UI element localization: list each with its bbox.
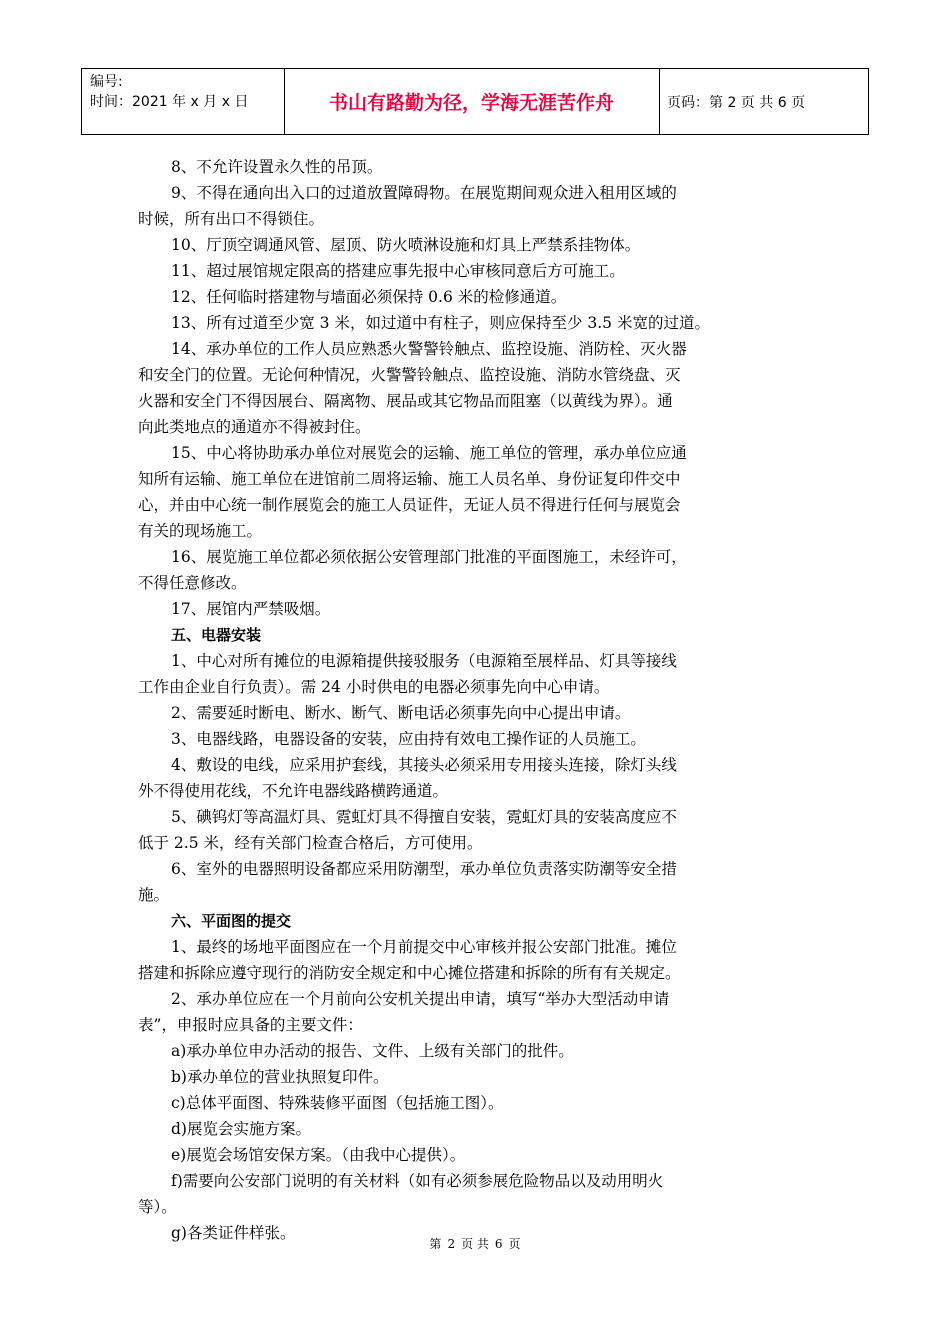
body-line: 14、承办单位的工作人员应熟悉火警警铃触点、监控设施、消防栓、灭火器 [171, 340, 687, 358]
section-heading: 五、电器安装 [171, 626, 262, 644]
body-line: 2、承办单位应在一个月前向公安机关提出申请，填写“举办大型活动申请 [171, 990, 670, 1008]
body-line: 17、展馆内严禁吸烟。 [171, 600, 331, 618]
body-line: 低于 2.5 米，经有关部门检查合格后，方可使用。 [138, 834, 483, 852]
document-date: 时间：2021 年 x 月 x 日 [90, 94, 249, 110]
header-motto: 书山有路勤为径，学海无涯苦作舟 [284, 69, 660, 134]
body-line: 10、厅顶空调通风管、屋顶、防火喷淋设施和灯具上严禁系挂物体。 [171, 236, 641, 254]
body-line: 知所有运输、施工单位在进馆前二周将运输、施工人员名单、身份证复印件交中 [138, 470, 681, 488]
body-line: 外不得使用花线，不允许电器线路横跨通道。 [138, 782, 449, 800]
footer-suffix: 页 [508, 1237, 521, 1251]
body-line: c)总体平面图、特殊装修平面图（包括施工图）。 [171, 1094, 504, 1112]
body-line: 不得任意修改。 [138, 574, 247, 592]
header-page-info: 页码：第 2 页 共 6 页 [667, 94, 806, 111]
body-line: 3、电器线路，电器设备的安装，应由持有效电工操作证的人员施工。 [171, 730, 646, 748]
body-line: 搭建和拆除应遵守现行的消防安全规定和中心摊位搭建和拆除的所有有关规定。 [138, 964, 681, 982]
body-line: 12、任何临时搭建物与墙面必须保持 0.6 米的检修通道。 [171, 288, 567, 306]
body-line: 16、展览施工单位都必须依据公安管理部门批准的平面图施工，未经许可， [171, 548, 687, 566]
body-line: 施。 [138, 886, 170, 904]
document-number-label: 编号: [90, 74, 123, 90]
body-line: 11、超过展馆规定限高的搭建应事先报中心审核同意后方可施工。 [171, 262, 625, 280]
body-line: e)展览会场馆安保方案。（由我中心提供）。 [171, 1146, 466, 1164]
body-line: 工作由企业自行负责）。需 24 小时供电的电器必须事先向中心申请。 [138, 678, 610, 696]
body-line: f)需要向公安部门说明的有关材料（如有必须参展危险物品以及动用明火 [171, 1172, 664, 1190]
body-line: 时候，所有出口不得锁住。 [138, 210, 325, 228]
body-line: g)各类证件样张。 [171, 1224, 296, 1242]
section-heading: 六、平面图的提交 [171, 912, 292, 930]
body-line: 等）。 [138, 1198, 177, 1216]
page-footer [0, 1235, 950, 1252]
page-header [81, 68, 869, 135]
body-line: 13、所有过道至少宽 3 米，如过道中有柱子，则应保持至少 3.5 米宽的过道。 [171, 314, 710, 332]
body-line: 和安全门的位置。无论何种情况，火警警铃触点、监控设施、消防水管绕盘、灭 [138, 366, 681, 384]
body-line: 1、最终的场地平面图应在一个月前提交中心审核并报公安部门批准。摊位 [171, 938, 677, 956]
document-body [138, 154, 818, 1246]
footer-page-number: 2 [447, 1237, 456, 1251]
body-line: 向此类地点的通道亦不得被封住。 [138, 418, 371, 436]
body-line: 表”，申报时应具备的主要文件： [138, 1016, 363, 1034]
body-line: 1、中心对所有摊位的电源箱提供接驳服务（电源箱至展样品、灯具等接线 [171, 652, 677, 670]
body-line: 5、碘钨灯等高温灯具、霓虹灯具不得擅自安装，霓虹灯具的安装高度应不 [171, 808, 677, 826]
body-line: 9、不得在通向出入口的过道放置障碍物。在展览期间观众进入租用区域的 [171, 184, 677, 202]
body-line: 4、敷设的电线，应采用护套线，其接头必须采用专用接头连接，除灯头线 [171, 756, 677, 774]
body-line: 6、室外的电器照明设备都应采用防潮型，承办单位负责落实防潮等安全措 [171, 860, 677, 878]
body-line: 有关的现场施工。 [138, 522, 263, 540]
body-line: 8、不允许设置永久性的吊顶。 [171, 158, 383, 176]
body-line: 心，并由中心统一制作展览会的施工人员证件，无证人员不得进行任何与展览会 [138, 496, 681, 514]
body-line: 15、中心将协助承办单位对展览会的运输、施工单位的管理，承办单位应通 [171, 444, 687, 462]
body-line: b)承办单位的营业执照复印件。 [171, 1068, 389, 1086]
body-line: a)承办单位申办活动的报告、文件、上级有关部门的批件。 [171, 1042, 574, 1060]
footer-total-pages: 6 [494, 1237, 503, 1251]
body-line: 火器和安全门不得因展台、隔离物、展品或其它物品而阻塞（以黄线为界）。通 [138, 392, 673, 410]
footer-middle: 页 共 [461, 1237, 489, 1251]
body-line: d)展览会实施方案。 [171, 1120, 311, 1138]
body-line: 2、需要延时断电、断水、断气、断电话必须事先向中心提出申请。 [171, 704, 631, 722]
header-meta [82, 69, 285, 134]
footer-prefix: 第 [429, 1237, 442, 1251]
